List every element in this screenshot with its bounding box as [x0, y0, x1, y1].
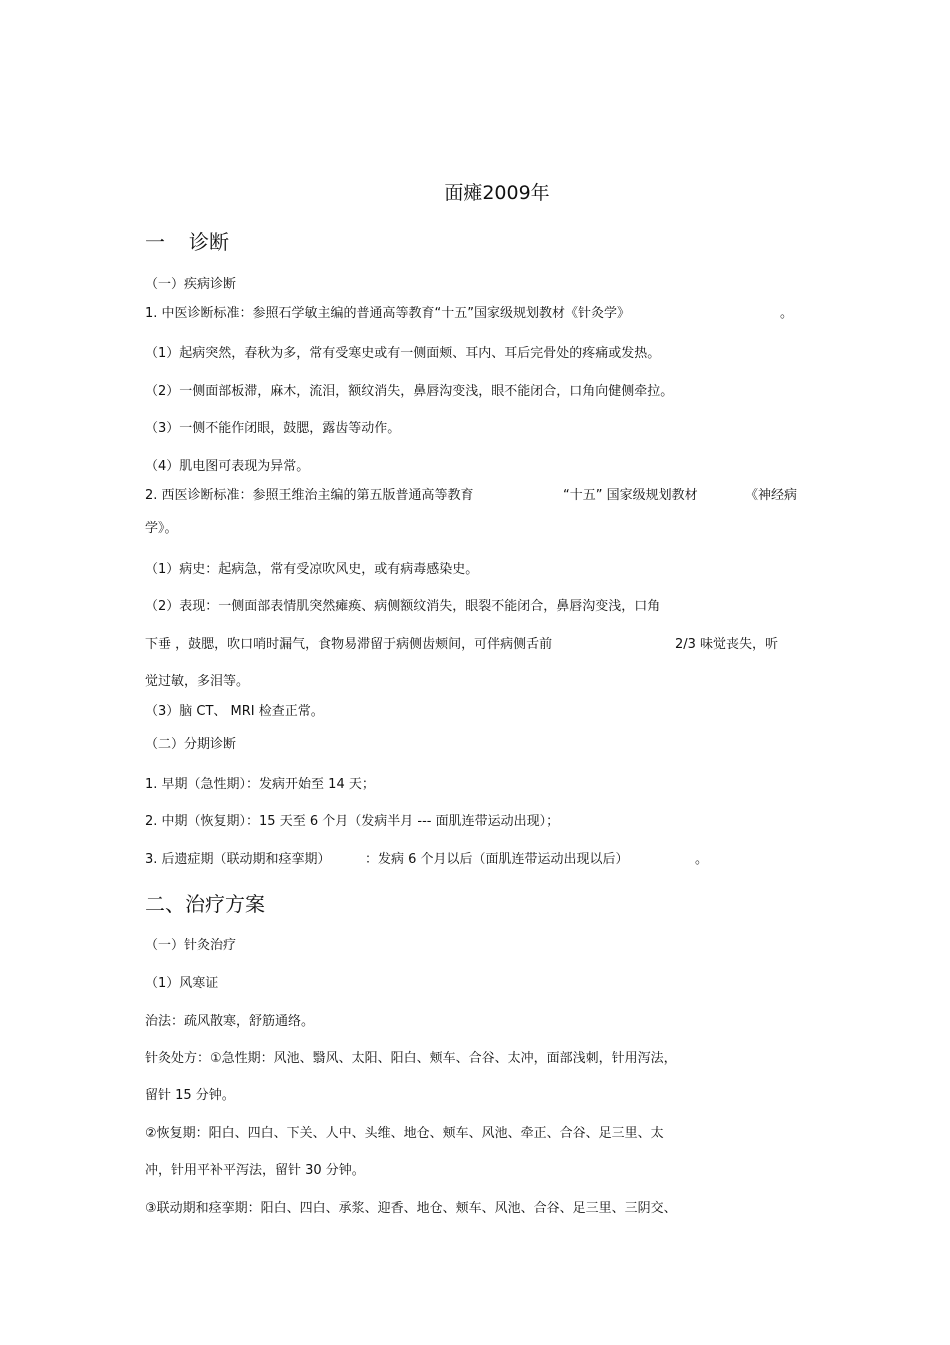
- tcm-criteria-label: [145, 305, 630, 323]
- section-number: 一: [145, 230, 165, 254]
- subsection-acupuncture: （一）针灸治疗: [145, 938, 237, 953]
- western-item-2-line-1: （2）表现：一侧面部表情肌突然瘫痪、病侧额纹消失，眼裂不能闭合，鼻唇沟变浅，口角: [145, 599, 661, 614]
- tcm-item-2: （2）一侧面部板滞，麻木，流泪，额纹消失，鼻唇沟变浅，眼不能闭合，口角向健侧牵拉。: [145, 384, 674, 399]
- tcm-criteria-end: 。: [780, 306, 794, 321]
- prescription-acute-line-2: 留针 15 分钟。: [145, 1088, 235, 1103]
- stage-early: 1. 早期（急性期）：发病开始至 14 天；: [145, 777, 375, 792]
- tcm-item-1: （1）起病突然，春秋为多，常有受寒史或有一侧面颊、耳内、耳后完骨处的疼痛或发热。: [145, 346, 661, 361]
- stage-late-b: ：发病 6 个月以后（面肌连带运动出现以后）: [365, 852, 629, 867]
- tcm-item-4: （4）肌电图可表现为异常。: [145, 459, 310, 474]
- syndrome-wind-cold: （1）风寒证: [145, 976, 219, 991]
- treatment-method: 治法：疏风散寒，舒筋通络。: [145, 1014, 315, 1029]
- tcm-criteria-text: 1. 中医诊断标准：参照石学敏主编的普通高等教育“十五”国家级规划教材《针灸学》: [145, 306, 631, 321]
- western-criteria-label-c: 《神经病: [745, 488, 798, 503]
- western-criteria-label-a: 2. 西医诊断标准：参照王维治主编的第五版普通高等教育: [145, 488, 474, 503]
- stage-middle: 2. 中期（恢复期）：15 天至 6 个月（发病半月 --- 面肌连带运动出现）；: [145, 814, 560, 829]
- western-item-1: （1）病史：起病急，常有受凉吹风史，或有病毒感染史。: [145, 562, 479, 577]
- section-heading-treatment: 二、治疗方案: [145, 892, 265, 916]
- prescription-recovery-line-2: 冲，针用平补平泻法，留针 30 分钟。: [145, 1163, 365, 1178]
- stage-late-a: 3. 后遗症期（联动期和痉挛期）: [145, 852, 331, 867]
- western-item-2-line-3: 觉过敏，多泪等。: [145, 674, 250, 689]
- prescription-acute-line-1: 针灸处方：①急性期：风池、翳风、太阳、阳白、颊车、合谷、太冲，面部浅刺，针用泻法，: [145, 1051, 677, 1066]
- subsection-stage-diagnosis: （二）分期诊断: [145, 737, 237, 752]
- western-item-2-line-2-tail: 2/3 味觉丧失，听: [675, 637, 779, 652]
- western-item-2-line-2: 下垂 ，鼓腮，吹口哨时漏气，食物易滞留于病侧齿颊间，可伴病侧舌前: [145, 637, 553, 652]
- western-criteria-label-b: “十五” 国家级规划教材: [563, 488, 698, 503]
- tcm-item-3: （3）一侧不能作闭眼，鼓腮，露齿等动作。: [145, 421, 401, 436]
- document-title: 面瘫2009年: [444, 182, 550, 204]
- prescription-sequela-line-1: ③联动期和痉挛期：阳白、四白、承浆、迎香、地仓、颊车、风池、合谷、足三里、三阴交、: [145, 1201, 677, 1216]
- subsection-disease-diagnosis: （一）疾病诊断: [145, 277, 237, 292]
- western-criteria-label-d: 学》。: [145, 521, 178, 536]
- prescription-recovery-line-1: ②恢复期：阳白、四白、下关、人中、头维、地仓、颊车、风池、牵正、合谷、足三里、太: [145, 1126, 664, 1141]
- section-heading-diagnosis: [145, 229, 229, 255]
- stage-late-end: 。: [695, 852, 709, 867]
- western-item-3: （3）脑 CT、 MRI 检查正常。: [145, 704, 324, 719]
- section-title: 诊断: [189, 230, 229, 254]
